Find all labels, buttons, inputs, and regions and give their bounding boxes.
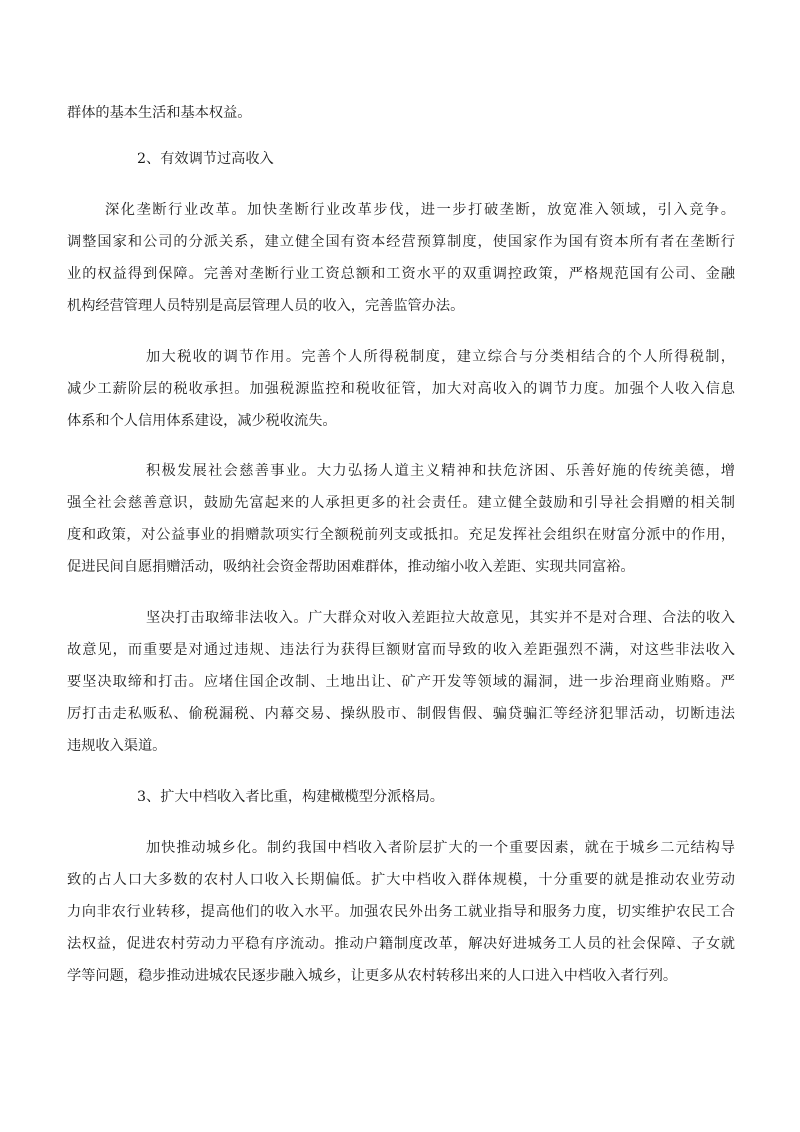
section-heading: 3、扩大中档收入者比重，构建橄榄型分派格局。 <box>137 789 444 805</box>
text-line: 学等问题，稳步推动进城农民逐步融入城乡，让更多从农村转移出来的人口进入中档收入者行列。 <box>67 968 678 984</box>
text-line: 减少工薪阶层的税收承担。加强税源监控和税收征管，加大对高收入的调节力度。加强个人收入信息 <box>67 381 735 397</box>
paragraph-first-line: 积极发展社会慈善事业。大力弘扬人道主义精神和扶危济困、乐善好施的传统美德，增 <box>146 463 735 479</box>
paragraph-first-line: 坚决打击取缔非法收入。广大群众对收入差距拉大故意见，其实并不是对合理、合法的收入 <box>146 610 735 626</box>
text-line: 厉打击走私贩私、偷税漏税、内幕交易、操纵股市、制假售假、骗贷骗汇等经济犯罪活动，切断违法 <box>67 706 735 722</box>
section-heading: 2、有效调节过高收入 <box>137 151 274 167</box>
text-line: 群体的基本生活和基本权益。 <box>67 105 252 121</box>
text-line: 度和政策，对公益事业的捐赠款项实行全额税前列支或抵扣。充足发挥社会组织在财富分派中的作用， <box>67 527 735 543</box>
text-line: 力向非农行业转移，提高他们的收入水平。加强农民外出务工就业指导和服务力度，切实维护农民工合 <box>67 904 735 920</box>
text-line: 违规收入渠道。 <box>67 738 167 754</box>
text-line: 促进民间自愿捐赠活动，吸纳社会资金帮助困难群体，推动缩小收入差距、实现共同富裕。 <box>67 559 635 575</box>
text-line: 故意见，而重要是对通过违规、违法行为获得巨额财富而导致的收入差距强烈不满，对这些非法收入 <box>67 642 735 658</box>
paragraph-first-line: 加快推动城乡化。制约我国中档收入者阶层扩大的一个重要因素，就在于城乡二元结构导 <box>146 840 735 856</box>
paragraph-first-line: 深化垄断行业改革。加快垄断行业改革步伐，进一步打破垄断，放宽准入领域，引入竞争。 <box>105 202 735 218</box>
text-line: 业的权益得到保障。完善对垄断行业工资总额和工资水平的双重调控政策，严格规范国有公司、金融 <box>67 266 735 282</box>
paragraph-first-line: 加大税收的调节作用。完善个人所得税制度，建立综合与分类相结合的个人所得税制， <box>146 349 735 365</box>
text-line: 强全社会慈善意识，鼓励先富起来的人承担更多的社会责任。建立健全鼓励和引导社会捐赠的相关制 <box>67 495 735 511</box>
text-line: 致的占人口大多数的农村人口收入长期偏低。扩大中档收入群体规模，十分重要的就是推动农业劳动 <box>67 872 735 888</box>
text-line: 体系和个人信用体系建设，减少税收流失。 <box>67 413 337 429</box>
text-line: 要坚决取缔和打击。应堵住国企改制、土地出让、矿产开发等领域的漏洞，进一步治理商业贿赂。严 <box>67 674 735 690</box>
text-line: 机构经营管理人员特别是高层管理人员的收入，完善监管办法。 <box>67 298 465 314</box>
text-line: 法权益，促进农村劳动力平稳有序流动。推动户籍制度改革，解决好进城务工人员的社会保障、子女就 <box>67 936 735 952</box>
text-line: 调整国家和公司的分派关系，建立健全国有资本经营预算制度，使国家作为国有资本所有者在垄断行 <box>67 234 735 250</box>
